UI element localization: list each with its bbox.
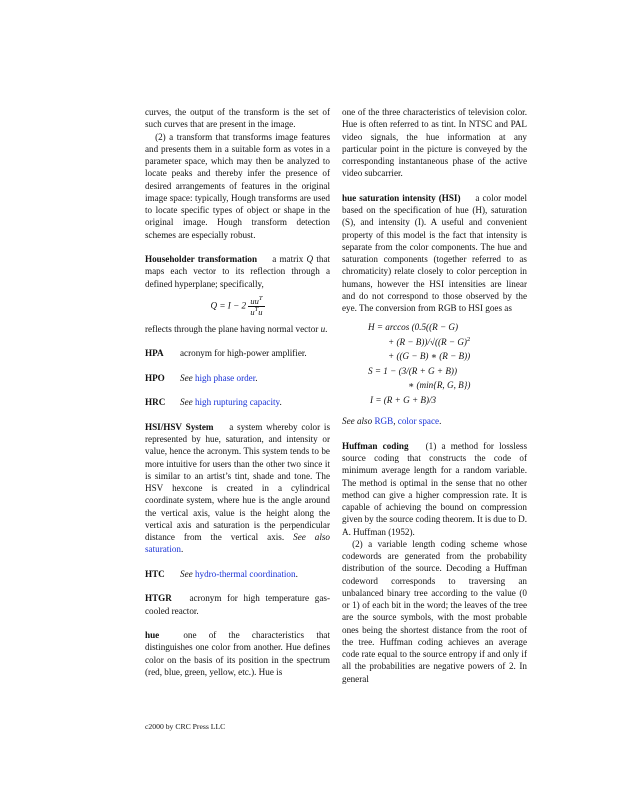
hsi-see-also: See also RGB, color space. [342,416,442,427]
hue-continuation: one of the three characteristics of television color. Hue is often referred to as tint. In NTSC and PAL video signals, the hue information at any particular point in the picture is conveyed by the corresponding instantaneous phase of the active video subcarrier. [342,107,527,179]
link-hydro-thermal-coordination[interactable]: hydro-thermal coordination [194,568,296,579]
entry-hue: hue one of the characteristics that distinguishes one color from another. Hue defines color on the basis of its position in the spectrum (red, blue, green, yellow, etc.). Hue is [145,630,331,677]
entry-hpa: HPA acronym for high-power amplifier. [145,348,307,359]
householder-after: reflects through the plane having normal vector u. [145,323,328,334]
huffman-definition-2: (2) a variable length coding scheme whose codewords are generated from the probability distribution of the source. Decoding a Huffman codeword corresponds to traversing an unbalanced binary tree according to the value (0 or 1) of each bit in the word; the leaves of the tree are the source symbols, with the most probable ones being the shortest distance from the root of the tree. Huffman coding achieves an average code rate equal to the source entropy if and only if all the probabilities are negative powers of 2. In general [342,538,527,684]
hough-definition-2: (2) a transform that transforms image features and presents them in a suitable form as votes in a parameter space, which may then be analyzed to locate peaks and thereby infer the presence of desired arrangements of features in the original image space: typically, Hough transforms are used to locate specific types of object or shape in the original image. Hough transform detection schemes are especially robust. [145,131,330,240]
link-high-phase-order[interactable]: high phase order [194,372,256,383]
entry-hpo: HPO See high phase order. [145,372,258,383]
hsi-equations: H = arccos (0.5((R − G) + $(R - B))/√((R - G)^2$ + ((G − B) ∗ (R − B)) S = 1 − (3/(R + G + B)) ∗ (min{R, G, B}) I = (R + G + B)/3 [368,322,471,405]
link-color-space[interactable]: color space [397,416,440,427]
link-saturation[interactable]: saturation [145,544,181,555]
right-column [342,106,527,685]
entry-hsi: hue saturation intensity (HSI) a color model based on the specification of hue (H), saturation (S), and intensity (I). A useful and convenient property of this model is the fact that intensity is separate from the color components. The hue and saturation components (together referred to as chromaticity) relate closely to color perception in humans, however the HSI intensities are linear and do not correspond to those observed by the eye. The conversion from RGB to HSI goes as [342,192,528,313]
link-high-rupturing-capacity[interactable]: high rupturing capacity [194,397,280,408]
left-column [145,106,330,678]
copyright-footer: c2000 by CRC Press LLC [145,722,226,731]
entry-hrc: HRC See high rupturing capacity. [145,397,282,408]
hough-continuation: curves, the output of the transform is the set of such curves that are present in the image. [145,107,330,130]
householder-equation: Q = I − 2 $\frac{uu^T}{u^Tu}$ [210,294,263,317]
link-rgb[interactable]: RGB [374,416,394,427]
term-householder: Householder transformation [145,254,258,264]
entry-hsi-hsv: HSI/HSV System a system whereby color is represented by hue, saturation, and intensity or value, hence the acronym. This system tends to be more intuitive for users than the other two since it is similar to an artist’s tint, shade and tone. The HSV hexcone is created in a cylindrical coordinate system, where hue is the angle around the vertical axis, value is the height along the vertical axis and saturation is the perpendicular distance from the vertical axis. See also saturation. [145,421,331,555]
entry-htc: HTC See hydro-thermal coordination. [145,568,298,579]
entry-htgr: HTGR acronym for high temperature gas-cooled reactor. [145,593,330,616]
entry-householder: Householder transformation a matrix Q that maps each vector to its reflection through a defined hyperplane; specifically, [145,254,331,289]
entry-huffman: Huffman coding (1) a method for lossless source coding that constructs the code of minimum average length for a random variable. The method is optimal in the sense that no other method can give a higher compression rate. It is capable of achieving the bound on compression given by the source coding theorem. It is due to D. A. Huffman (1952). [342,440,527,537]
